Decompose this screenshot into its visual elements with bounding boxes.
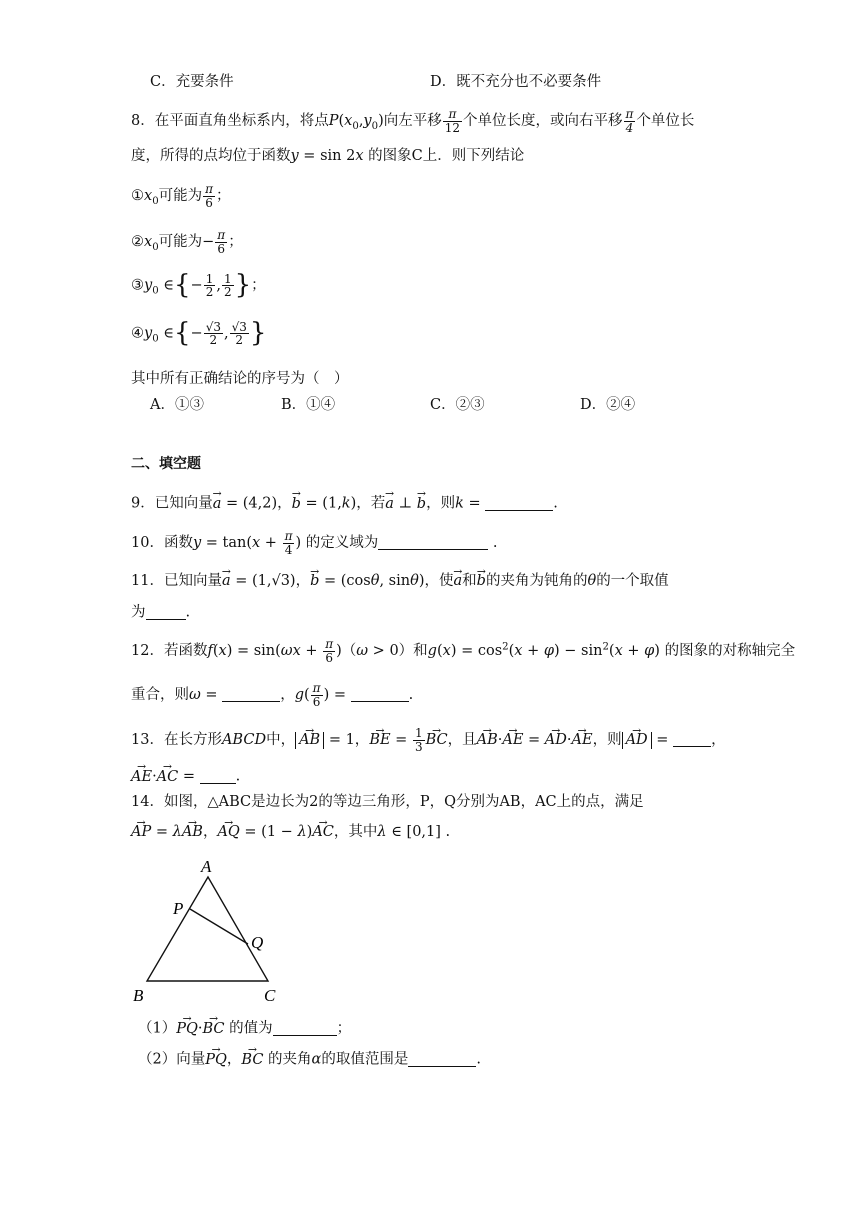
q8-conclusion-4: $④y_0$ ∈{− $\frac{√3}{2}$ , $\frac{√3}{2}$ } [131,318,267,348]
triangle-figure [125,852,295,1012]
q14-part2: （2）向量→ PQ，→ BC 的夹角α的取值范围是 . [138,1051,481,1069]
label-b: B [133,986,144,1005]
q8-line1: 8．在平面直角坐标系内，将点$P(x_0,y_0)$向左平移 $\frac{\pi}{12}$ 个单位长度，或向右平移 $\frac{\pi}{4}$ 个单位长 [131,107,695,135]
q8-conclusion-3: $③y_0$ ∈{− $\frac{1}{2}$ , $\frac{1}{2}$ }； [131,270,266,300]
q8-option-d: D．②④ [580,397,636,413]
segment-pq [190,909,248,944]
q8-option-c: C．②③ [430,397,485,413]
label-a: A [201,857,212,876]
q11-line1: 11．已知向量→ a = (1,√3)，→ b = (cosθ, sinθ)，使→ a和→ b的夹角为钝角的θ的一个取值 [131,573,669,590]
q8-option-a: A．①③ [150,397,204,413]
label-c: C [264,986,276,1005]
triangle-abc [147,877,268,981]
q12-line2: 重合，则ω = ，g( $\frac{\pi}{6}$ ) = . [131,681,414,709]
q11-line2: 为 . [131,604,191,621]
label-p: P [173,899,184,918]
label-q: Q [251,933,264,952]
q14-part1: （1）→ PQ·→ BC 的值为 ； [138,1020,351,1038]
q7-option-d: D．既不充分也不必要条件 [430,74,602,90]
q13-line1: 13．在长方形ABCD中，→ AB = 1，→ BE = $\frac{1}{3}$ → BC，且→ AB·→ AE = → AD·→ AE，则→ AD = ， [131,727,726,753]
q8-conclusion-1: $①x_0$可能为 $\frac{\pi}{6}$ ； [131,182,231,210]
q8-ask: 其中所有正确结论的序号为（ ） [131,371,349,387]
q7-option-c: C．充要条件 [150,74,234,90]
section-heading: 二、填空题 [131,456,201,472]
q8-option-b: B．①④ [281,397,336,413]
q14-condition: → AP = λ→ AB，→ AQ = (1 − λ)→ AC，其中λ ∈ [0,1] . [131,824,450,841]
q14-line1: 14．如图，△ABC是边长为2的等边三角形，P，Q分别为AB，AC上的点，满足 [131,794,644,810]
q8-line2: 度，所得的点均位于函数y = sin 2x 的图象C上．则下列结论 [131,148,525,164]
q9: 9．已知向量→ a = (4,2)，→ b = (1,k)，若→ a ⊥ → b，则k = . [131,495,558,513]
q10: 10．函数y = tan(x + $\frac{\pi}{4}$ ) 的定义域为 . [131,529,498,557]
q8-conclusion-2: $②x_0$可能为− $\frac{\pi}{6}$ ； [131,228,243,256]
q12-line1: 12．若函数f(x) = sin(ωx + $\frac{\pi}{6}$ )（ω > 0）和$g(x) = \cos^2(x + \varphi) - \sin^2(x + \varphi)$ 的图象的对称轴完全 [131,637,796,665]
q13-line2: → AE·→ AC = . [131,768,240,786]
